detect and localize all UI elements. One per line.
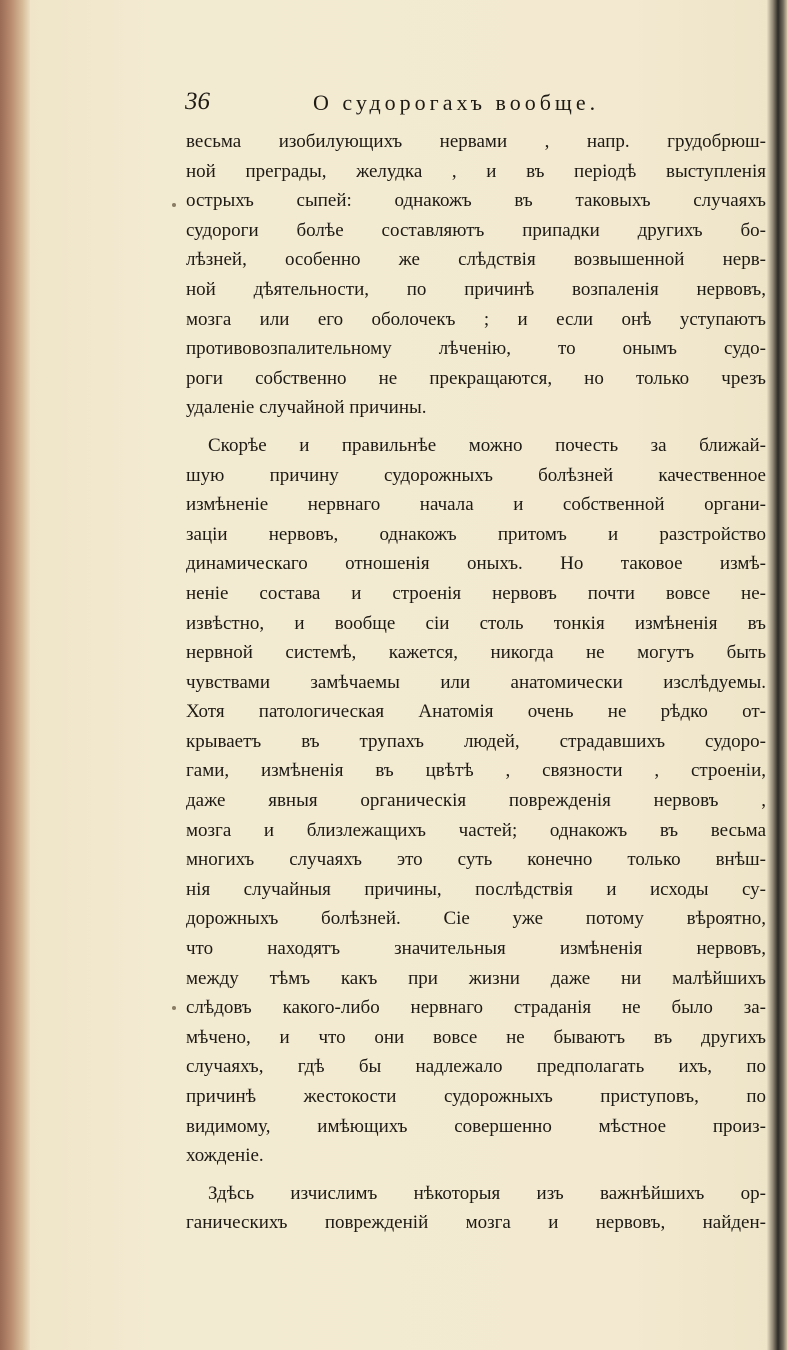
margin-mark: [172, 203, 176, 207]
page-number: 36: [185, 88, 210, 115]
running-title: О судорогахъ вообще.: [313, 90, 600, 115]
paragraph: [186, 127, 766, 423]
text-line: динамическаго отношенія оныхъ. Но таковое измѣ-: [186, 553, 766, 575]
text-line: весьма изобилующихъ нервами , напр. грудобрюш-: [186, 131, 766, 152]
text-line: многихъ случаяхъ это суть конечно только внѣш-: [186, 849, 766, 871]
left-binding-edge: [0, 0, 30, 1350]
right-binding-edge: [767, 0, 787, 1350]
text-line: роги собственно не прекращаются, но только чрезъ: [186, 367, 766, 389]
text-line: гами, измѣненія въ цвѣтѣ , связности , строеніи,: [186, 760, 766, 782]
text-line: удаленіе случайной причины.: [186, 397, 427, 419]
text-line: между тѣмъ какъ при жизни даже ни малѣйшихъ: [186, 967, 766, 989]
text-line: даже явныя органическія поврежденія нервовъ ,: [186, 790, 766, 812]
text-line: судороги болѣе составляютъ припадки другихъ бо-: [186, 219, 766, 241]
text-line: дорожныхъ болѣзней. Сіе уже потому вѣроятно,: [186, 908, 766, 930]
text-line: мозга или его оболочекъ ; и если онѣ уступаютъ: [186, 308, 766, 330]
text-line: чувствами замѣчаемы или анатомически изслѣдуемы.: [186, 671, 766, 693]
text-line: видимому, имѣющихъ совершенно мѣстное произ-: [186, 1115, 766, 1137]
text-line: извѣстно, и вообще сіи столь тонкія измѣненія въ: [186, 612, 766, 634]
text-line: причинѣ жестокости судорожныхъ приступовъ, по: [186, 1086, 766, 1107]
text-line: мозга и близлежащихъ частей; однакожъ въ весьма: [186, 819, 766, 841]
text-line: заціи нервовъ, однакожъ притомъ и разстройство: [186, 523, 766, 545]
text-line: Здѣсь изчислимъ нѣкоторыя изъ важнѣйшихъ ор-: [208, 1182, 766, 1204]
text-line: нія случайныя причины, послѣдствія и исходы су-: [186, 878, 766, 900]
page-header: [185, 88, 765, 128]
text-line: Хотя патологическая Анатомія очень не рѣдко от-: [186, 701, 766, 723]
text-line: ганическихъ поврежденій мозга и нервовъ, найден-: [186, 1212, 766, 1234]
text-line: Скорѣе и правильнѣе можно почесть за ближай-: [208, 434, 766, 456]
text-line: хожденіе.: [186, 1145, 264, 1167]
text-line: шую причину судорожныхъ болѣзней качественное: [186, 464, 766, 486]
margin-mark: [172, 1006, 176, 1010]
text-line: нервной системѣ, кажется, никогда не могутъ быть: [186, 642, 766, 664]
text-line: ной дѣятельности, по причинѣ возпаленія нервовъ,: [186, 278, 766, 300]
text-line: слѣдовъ какого-либо нервнаго страданія не было за-: [186, 997, 766, 1019]
text-line: ной преграды, желудка , и въ періодѣ выступленія: [186, 160, 766, 182]
text-line: случаяхъ, гдѣ бы надлежало предполагать ихъ, по: [186, 1056, 766, 1078]
paragraph: [186, 431, 766, 1171]
text-line: измѣненіе нервнаго начала и собственной органи-: [186, 494, 766, 516]
body-text: [186, 127, 766, 1238]
text-line: лѣзней, особенно же слѣдствія возвышенной нерв-: [186, 249, 766, 271]
paragraph: [186, 1179, 766, 1238]
text-line: противовозпалительному лѣченію, то онымъ судо-: [186, 338, 766, 360]
text-line: что находятъ значительныя измѣненія нервовъ,: [186, 938, 766, 960]
text-line: острыхъ сыпей: однакожъ въ таковыхъ случаяхъ: [186, 190, 766, 212]
text-line: мѣчено, и что они вовсе не бываютъ въ другихъ: [186, 1026, 766, 1048]
text-line: крываетъ въ трупахъ людей, страдавшихъ судоро-: [186, 730, 766, 752]
text-line: неніе состава и строенія нервовъ почти вовсе не-: [186, 582, 766, 604]
